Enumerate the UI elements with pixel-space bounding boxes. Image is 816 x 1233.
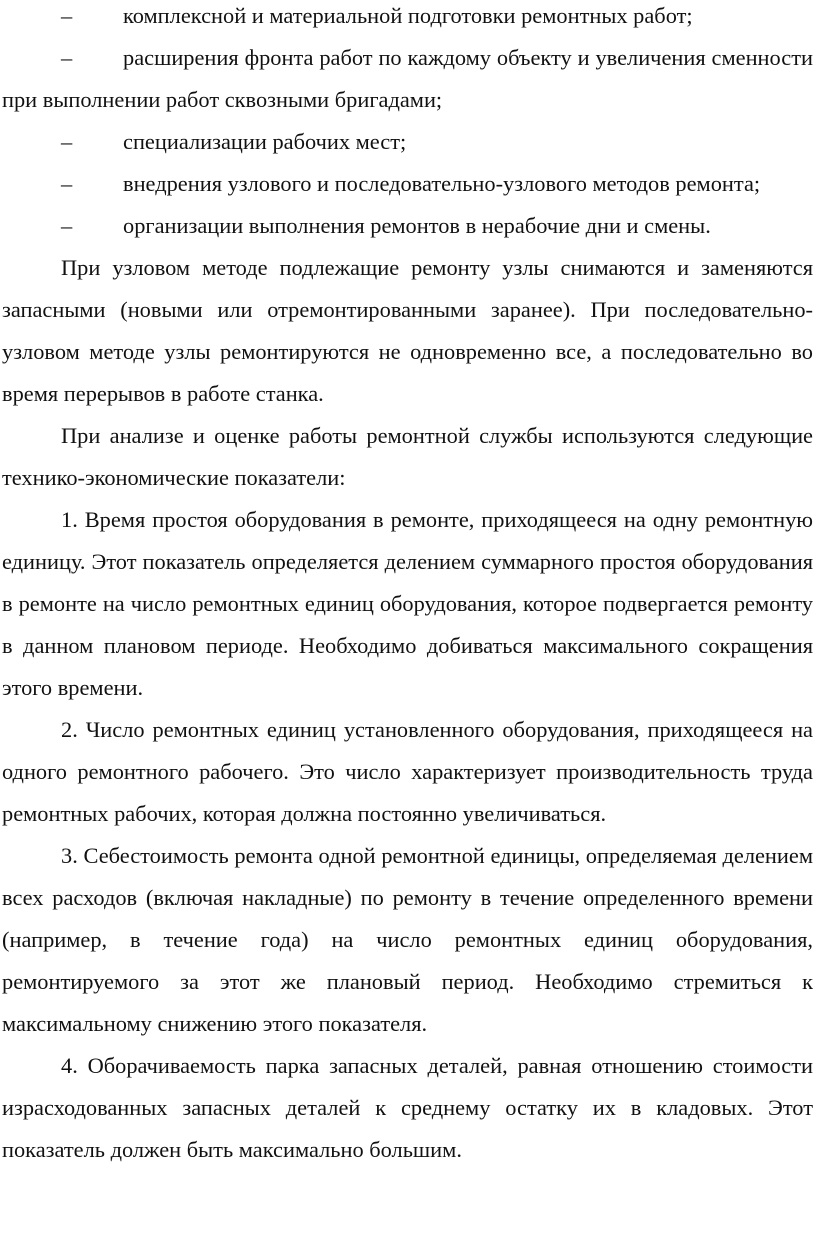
list-item: [2, 163, 813, 205]
paragraph: 2. Число ремонтных единиц установленного оборудования, приходящееся на одного ремонтного рабочего. Это число характеризует производительность труда ремонтных рабочих, которая должна постоянно увеличиваться.: [2, 717, 813, 826]
paragraph: 3. Себестоимость ремонта одной ремонтной единицы, определяемая делением всех расходов (включая накладные) по ремонту в течение определенного времени (например, в течение года) на число ремонтных единиц оборудования, ремонтируемого за этот же плановый период. Необходимо стремиться к максимальному снижению этого показателя.: [2, 843, 813, 1036]
document-page: [2, 0, 813, 1171]
paragraph: 4. Оборачиваемость парка запасных деталей, равная отношению стоимости израсходованных запасных деталей к среднему остатку их в кладовых. Этот показатель должен быть максимально большим.: [2, 1053, 813, 1162]
dash-bullet: –: [61, 3, 73, 28]
paragraph: При узловом методе подлежащие ремонту узлы снимаются и заменяются запасными (новыми или отремонтированными заранее). При последовательно-узловом методе узлы ремонтируются не одновременно все, а последовательно во время перерывов в работе станка.: [2, 255, 813, 406]
list-item: [2, 0, 813, 37]
list-item-text: расширения фронта работ по каждому объекту и увеличения сменности при выполнении работ сквозными бригадами;: [2, 45, 813, 112]
dash-bullet: –: [61, 213, 73, 238]
list-item-text: специализации рабочих мест;: [123, 129, 407, 154]
list-item-text: организации выполнения ремонтов в нерабочие дни и смены.: [123, 213, 711, 238]
list-item: [2, 121, 813, 163]
paragraph: 1. Время простоя оборудования в ремонте, приходящееся на одну ремонтную единицу. Этот показатель определяется делением суммарного простоя оборудования в ремонте на число ремонтных единиц оборудования, которое подвергается ремонту в данном плановом периоде. Необходимо добиваться максимального сокращения этого времени.: [2, 507, 813, 700]
list-item: [2, 37, 813, 121]
dash-bullet: –: [61, 171, 73, 196]
dash-bullet: –: [61, 129, 73, 154]
list-item-text: внедрения узлового и последовательно-узлового методов ремонта;: [123, 171, 761, 196]
list-item-text: комплексной и материальной подготовки ремонтных работ;: [123, 3, 693, 28]
paragraph: При анализе и оценке работы ремонтной службы используются следующие технико-экономические показатели:: [2, 423, 813, 490]
dash-bullet: –: [61, 45, 73, 70]
list-item: [2, 205, 813, 247]
